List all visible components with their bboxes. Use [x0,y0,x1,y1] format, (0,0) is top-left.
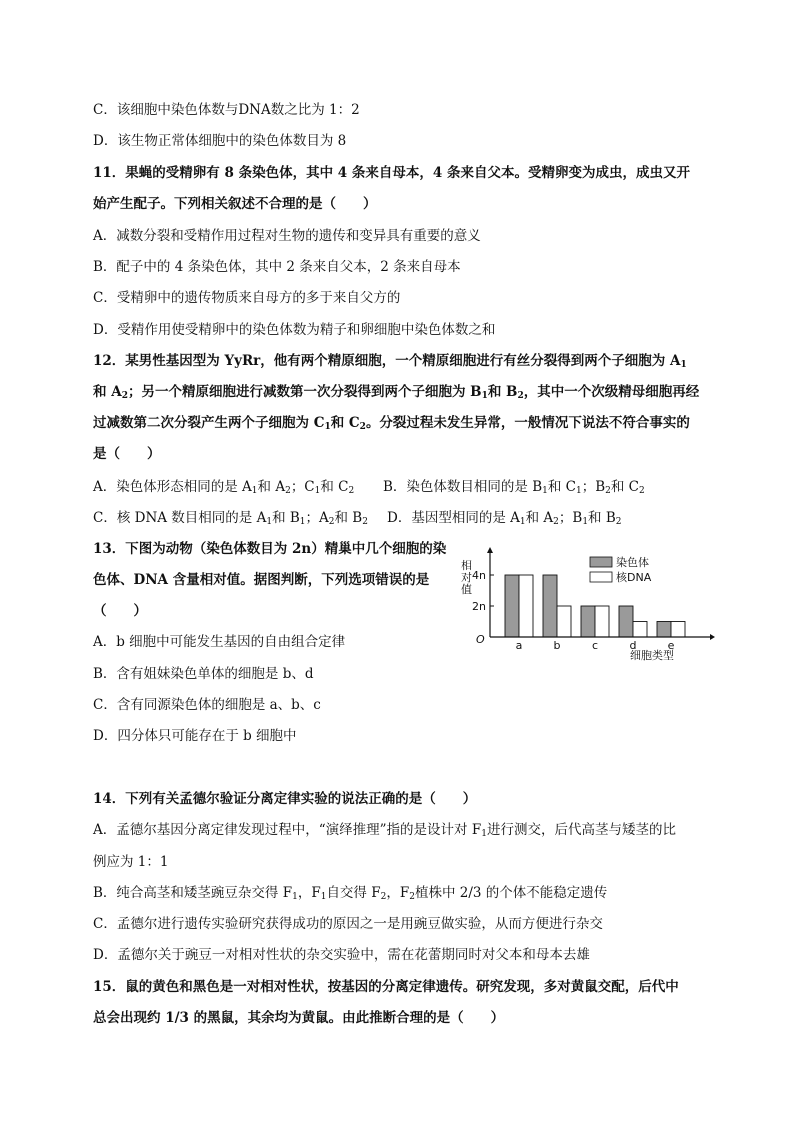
q12-option-b: B．染色体数目相同的是 $B_1$和 $C_1$；$B_2$和 $C_2$ [383,479,645,496]
q11-option-b: B．配子中的 4 条染色体，其中 2 条来自父本，2 条来自母本 [93,259,461,275]
q14-option-a-2: 例应为 1：1 [93,854,169,870]
bar-c-chromosome [581,606,595,637]
cell-content-chart [440,545,715,670]
q14-option-b: B．纯合高茎和矮茎豌豆杂交得 $F_1$，$F_1$自交得 $F_2$，$F_2$植株中 2/3 的个体不能稳定遗传 [93,885,608,902]
q13-option-b: B．含有姐妹染色单体的细胞是 b、d [93,666,314,682]
q13-stem-3: （ ） [93,603,147,619]
x-axis-arrow [710,634,715,640]
q14-option-d: D．孟德尔关于豌豆一对相对性状的杂交实验中，需在花蕾期同时对父本和母本去雄 [93,947,590,963]
bar-a-dna [519,575,533,637]
q11-option-c: C．受精卵中的遗传物质来自母方的多于来自父方的 [93,290,401,306]
q15-stem-2: 总会出现约 1/3 的黑鼠，其余均为黄鼠。由此推断合理的是（ ） [93,1010,505,1026]
bar-a-chromosome [505,575,519,637]
bar-c-dna [595,606,609,637]
q14-option-a-1: A．孟德尔基因分离定律发现过程中，“演绎推理”指的是设计对 $F_1$进行测交，后代高茎与矮茎的比 [93,822,676,839]
bar-d-chromosome [619,606,633,637]
y-tick-label-4n: 4n [472,569,486,582]
option-d-prev: D．该生物正常体细胞中的染色体数目为 8 [93,133,347,149]
y-axis-label: 相对值 [461,559,472,596]
legend-label-chromosome: 染色体 [616,556,649,569]
q12-option-d: D．基因型相同的是 $A_1$和 $A_2$；$B_1$和 $B_2$ [387,510,622,527]
chart-bars [505,575,685,652]
q12-option-c: C．核 DNA 数目相同的是 $A_1$和 $B_1$；$A_2$和 $B_2$ [93,510,368,527]
legend-label-dna: 核DNA [616,571,652,584]
y-tick-label-2n: 2n [472,600,486,613]
bar-e-dna [671,622,685,638]
bar-b-dna [557,606,571,637]
category-label-b: b [553,639,561,652]
q11-option-a: A．减数分裂和受精作用过程对生物的遗传和变异具有重要的意义 [93,228,481,244]
q12-stem-2: 和 $A_2$；另一个精原细胞进行减数第一次分裂得到两个子细胞为 $B_1$和 $B_2$，其中一个次级精母细胞再经 [93,384,700,401]
q11-option-d: D．受精作用使受精卵中的染色体数为精子和卵细胞中染色体数之和 [93,322,496,338]
legend-swatch-chromosome [590,557,612,567]
category-label-e: e [667,639,675,652]
q14-stem: 14．下列有关孟德尔验证分离定律实验的说法正确的是（ ） [93,791,477,807]
q11-stem-2: 始产生配子。下列相关叙述不合理的是（ ） [93,196,377,212]
q12-stem-1: 12．某男性基因型为 YyRr，他有两个精原细胞，一个精原细胞进行有丝分裂得到两个子细胞为 $A_1$ [93,353,687,370]
q12-stem-3: 过减数第二次分裂产生两个子细胞为 $C_1$和 $C_2$。分裂过程未发生异常，一般情况下说法不符合事实的 [93,415,690,432]
q13-option-c: C．含有同源染色体的细胞是 a、b、c [93,697,321,713]
q13-stem-1: 13．下图为动物（染色体数目为 2n）精巢中几个细胞的染 [93,541,447,557]
q13-option-a: A．b 细胞中可能发生基因的自由组合定律 [93,634,346,650]
x-axis-label: 细胞类型 [630,649,674,662]
category-label-a: a [515,639,523,652]
bar-d-dna [633,622,647,638]
legend-swatch-dna [590,572,612,582]
q13-option-d: D．四分体只可能存在于 b 细胞中 [93,728,297,744]
option-c-prev: C．该细胞中染色体数与DNA数之比为 1：2 [93,102,360,118]
origin-label: O [476,633,485,646]
q12-stem-4: 是（ ） [93,446,161,462]
y-axis-arrow [487,547,493,553]
q12-option-a: A．染色体形态相同的是 $A_1$和 $A_2$；$C_1$和 $C_2$ [93,479,355,496]
q15-stem-1: 15．鼠的黄色和黑色是一对相对性状，按基因的分离定律遗传。研究发现，多对黄鼠交配，后代中 [93,979,679,995]
q11-stem-1: 11．果蝇的受精卵有 8 条染色体，其中 4 条来自母本，4 条来自父本。受精卵变为成虫，成虫又开 [93,165,690,181]
category-label-d: d [629,639,637,652]
category-label-c: c [591,639,599,652]
bar-e-chromosome [657,622,671,638]
bar-b-chromosome [543,575,557,637]
q14-option-c: C．孟德尔进行遗传实验研究获得成功的原因之一是用豌豆做实验，从而方便进行杂交 [93,916,603,932]
q13-stem-2: 色体、DNA 含量相对值。据图判断，下列选项错误的是 [93,572,430,588]
